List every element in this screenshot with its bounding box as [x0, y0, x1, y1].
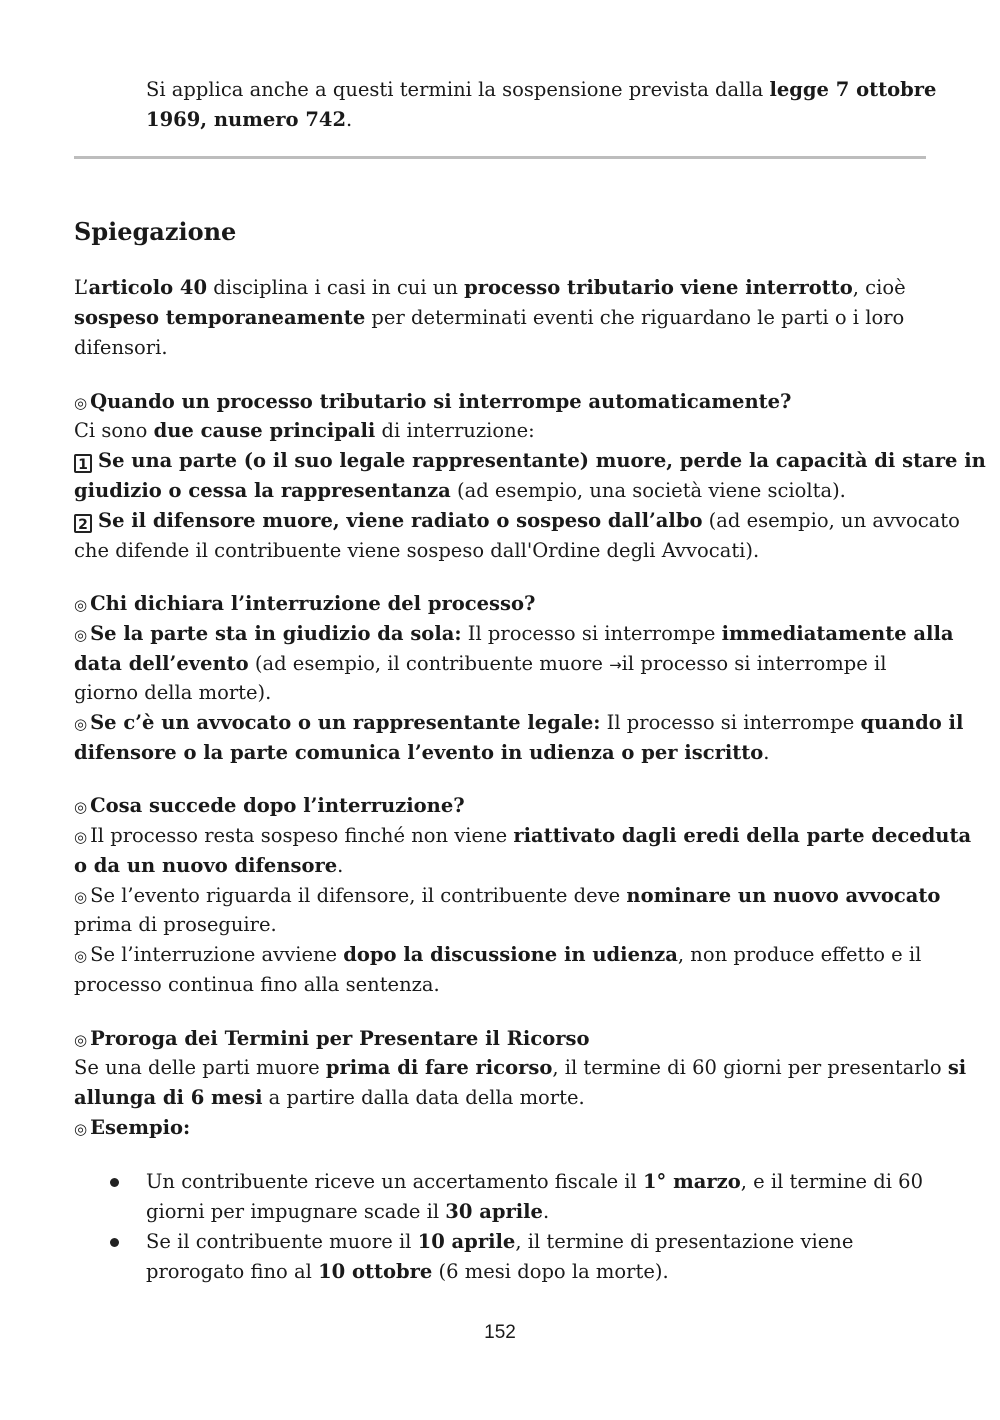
arrow-right-icon: →	[609, 656, 622, 674]
para1-line-2: sospeso temporaneamente per determinati eventi che riguardano le parti o i loro	[74, 306, 905, 329]
number-one-icon: 1	[74, 454, 92, 473]
q3-line-5: prima di proseguire.	[74, 913, 277, 936]
q3-line-2: ◎ Il processo resta sospeso finché non viene riattivato dagli eredi della parte deceduta	[74, 824, 972, 847]
list-item-2-line-1: Se il contribuente muore il 10 aprile, il termine di presentazione viene	[146, 1230, 854, 1253]
circle-bullet-icon: ◎	[74, 888, 88, 906]
q4-example-label: ◎ Esempio:	[74, 1116, 191, 1139]
q3-line-6: ◎ Se l’interruzione avviene dopo la discussione in udienza, non produce effetto e il	[74, 943, 922, 966]
section-heading: Spiegazione	[74, 217, 237, 246]
q1-title: ◎ Quando un processo tributario si interrompe automaticamente?	[74, 390, 792, 413]
q3-title: ◎ Cosa succede dopo l’interruzione?	[74, 794, 465, 817]
circle-bullet-icon: ◎	[74, 596, 88, 614]
para1-line-3: difensori.	[74, 336, 168, 359]
circle-bullet-icon: ◎	[74, 798, 88, 816]
q1-line-2: Ci sono due cause principali di interruzione:	[74, 419, 535, 442]
q2-line-4: giorno della morte).	[74, 681, 272, 704]
q1-line-3: 1 Se una parte (o il suo legale rappresentante) muore, perde la capacità di stare in	[74, 446, 986, 476]
q2-line-2: ◎ Se la parte sta in giudizio da sola: Il processo si interrompe immediatamente alla	[74, 622, 954, 645]
q1-line-5: 2 Se il difensore muore, viene radiato o sospeso dall’albo (ad esempio, un avvocato	[74, 506, 960, 536]
q3-line-4: ◎ Se l’evento riguarda il difensore, il contribuente deve nominare un nuovo avvocato	[74, 884, 941, 907]
intro-line-2: 1969, numero 742.	[146, 108, 353, 131]
circle-bullet-icon: ◎	[74, 1120, 88, 1138]
q4-line-2: Se una delle parti muore prima di fare ricorso, il termine di 60 giorni per presentarlo si	[74, 1056, 967, 1079]
q1-line-6: che difende il contribuente viene sospeso dall'Ordine degli Avvocati).	[74, 539, 760, 562]
circle-bullet-icon: ◎	[74, 1031, 88, 1049]
q2-line-6: difensore o la parte comunica l’evento in udienza o per iscritto.	[74, 741, 770, 764]
para1-line-1: L’articolo 40 disciplina i casi in cui un processo tributario viene interrotto, cioè	[74, 276, 906, 299]
bullet-dot-icon	[110, 1178, 119, 1187]
circle-bullet-icon: ◎	[74, 828, 88, 846]
circle-bullet-icon: ◎	[74, 394, 88, 412]
q3-line-3: o da un nuovo difensore.	[74, 854, 344, 877]
q4-line-3: allunga di 6 mesi a partire dalla data della morte.	[74, 1086, 585, 1109]
list-item-2-line-2: prorogato fino al 10 ottobre (6 mesi dopo la morte).	[146, 1260, 669, 1283]
bullet-dot-icon	[110, 1238, 119, 1247]
number-two-icon: 2	[74, 514, 92, 533]
circle-bullet-icon: ◎	[74, 947, 88, 965]
list-item-1-line-2: giorni per impugnare scade il 30 aprile.	[146, 1200, 550, 1223]
intro-line-1: Si applica anche a questi termini la sospensione prevista dalla legge 7 ottobre	[146, 78, 937, 101]
circle-bullet-icon: ◎	[74, 715, 88, 733]
q2-line-5: ◎ Se c’è un avvocato o un rappresentante legale: Il processo si interrompe quando il	[74, 711, 964, 734]
section-divider	[74, 156, 926, 159]
q2-title: ◎ Chi dichiara l’interruzione del processo?	[74, 592, 536, 615]
q1-line-4: giudizio o cessa la rappresentanza (ad esempio, una società viene sciolta).	[74, 479, 846, 502]
q3-line-7: processo continua fino alla sentenza.	[74, 973, 440, 996]
q2-line-3: data dell’evento (ad esempio, il contribuente muore →il processo si interrompe il	[74, 652, 887, 675]
list-item-1-line-1: Un contribuente riceve un accertamento fiscale il 1° marzo, e il termine di 60	[146, 1170, 923, 1193]
circle-bullet-icon: ◎	[74, 626, 88, 644]
page-number: 152	[484, 1322, 516, 1343]
q4-title: ◎ Proroga dei Termini per Presentare il Ricorso	[74, 1027, 590, 1050]
